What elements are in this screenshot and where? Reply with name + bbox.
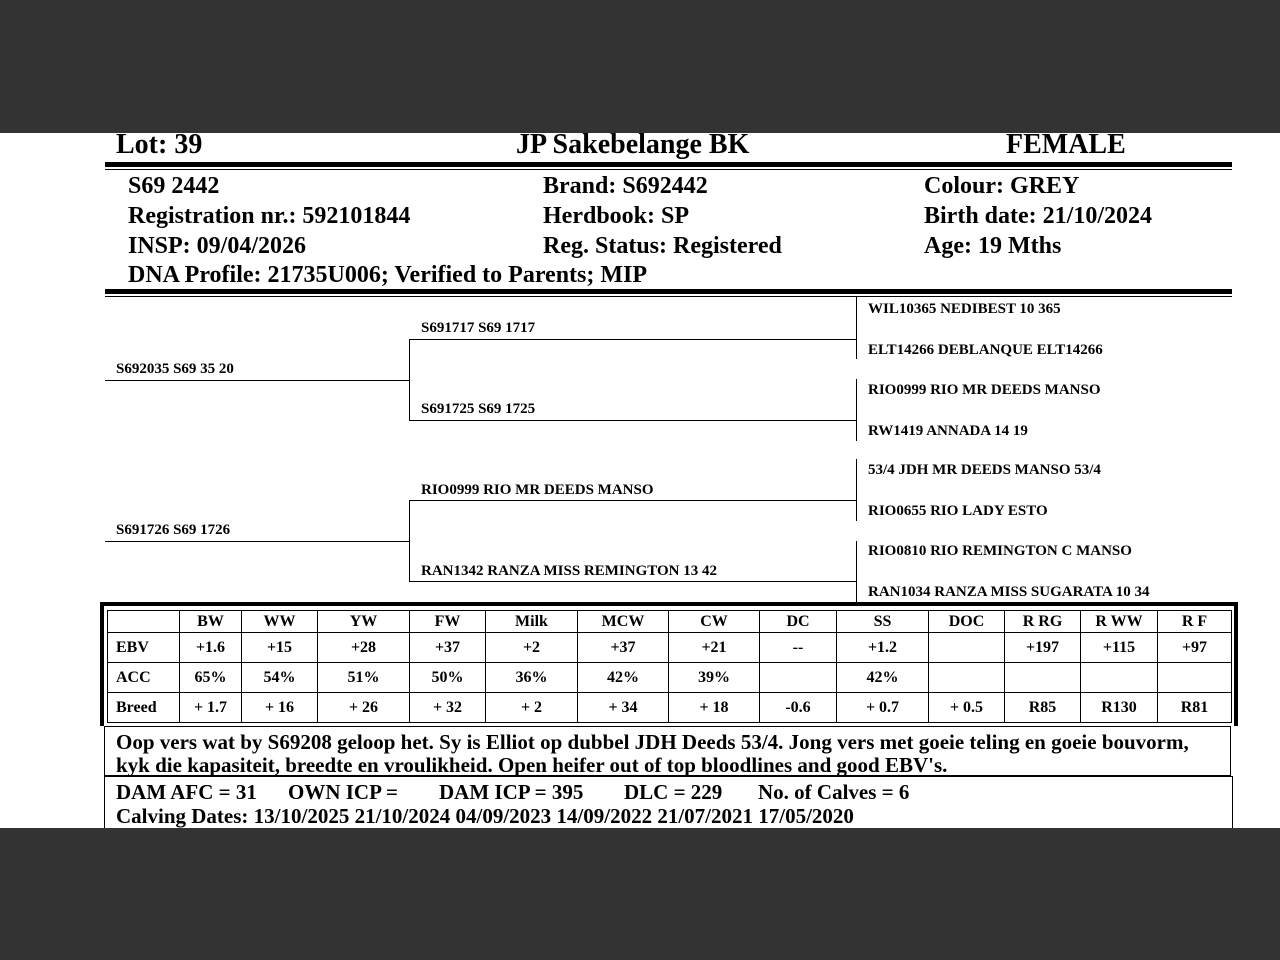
pedigree-ggp: RIO0655 RIO LADY ESTO bbox=[868, 503, 1048, 519]
ebv-row-label: EBV bbox=[108, 633, 180, 663]
acc-cell: 42% bbox=[578, 663, 669, 693]
ebv-cell: +28 bbox=[318, 633, 410, 663]
ebv-header-cell: SS bbox=[837, 611, 929, 633]
breed-cell: + 18 bbox=[669, 693, 760, 723]
ebv-header-row bbox=[108, 611, 1232, 633]
pedigree-dam: S691726 S69 1726 bbox=[116, 522, 231, 538]
breed-cell: R81 bbox=[1158, 693, 1232, 723]
ebv-header-cell: DOC bbox=[929, 611, 1005, 633]
breed-cell: + 26 bbox=[318, 693, 410, 723]
ebv-cell: +97 bbox=[1158, 633, 1232, 663]
ebv-cell: +197 bbox=[1005, 633, 1081, 663]
ebv-header-cell: R RG bbox=[1005, 611, 1081, 633]
birth-date: Birth date: 21/10/2024 bbox=[924, 203, 1152, 229]
brand: Brand: S692442 bbox=[543, 173, 708, 199]
ebv-header-cell: MCW bbox=[578, 611, 669, 633]
calves-count: No. of Calves = 6 bbox=[758, 780, 910, 804]
own-icp: OWN ICP = bbox=[288, 780, 398, 804]
comment-line: Oop vers wat by S69208 geloop het. Sy is Elliot op dubbel JDH Deeds 53/4. Jong vers met goeie teling en goeie bouvorm, bbox=[116, 730, 1189, 754]
comments-box bbox=[104, 726, 1231, 776]
pedigree-ggp: RW1419 ANNADA 14 19 bbox=[868, 423, 1028, 439]
pedigree-line bbox=[409, 500, 856, 501]
pedigree-dam-sire: RIO0999 RIO MR DEEDS MANSO bbox=[421, 482, 654, 498]
ebv-cell: -- bbox=[760, 633, 837, 663]
info-rule-thin bbox=[105, 296, 1232, 297]
acc-cell: 50% bbox=[410, 663, 486, 693]
pedigree-sire-sire: S691717 S69 1717 bbox=[421, 320, 536, 336]
ebv-cell: +15 bbox=[242, 633, 318, 663]
registration-number: Registration nr.: 592101844 bbox=[128, 203, 411, 229]
pedigree-connector bbox=[856, 297, 857, 359]
pedigree-ggp: RAN1034 RANZA MISS SUGARATA 10 34 bbox=[868, 584, 1150, 600]
pedigree-line bbox=[409, 339, 856, 340]
breed-cell: + 0.5 bbox=[929, 693, 1005, 723]
lot-number: Lot: 39 bbox=[116, 129, 203, 160]
acc-cell bbox=[1158, 663, 1232, 693]
calving-dates: Calving Dates: 13/10/2025 21/10/2024 04/09/2023 14/09/2022 21/07/2021 17/05/2020 bbox=[116, 804, 854, 828]
ebv-cell: +1.2 bbox=[837, 633, 929, 663]
pedigree-ggp: RIO0810 RIO REMINGTON C MANSO bbox=[868, 543, 1132, 559]
breed-cell: + 16 bbox=[242, 693, 318, 723]
pedigree-ggp: RIO0999 RIO MR DEEDS MANSO bbox=[868, 382, 1101, 398]
pedigree-sire-dam: S691725 S69 1725 bbox=[421, 401, 536, 417]
ebv-header-cell: DC bbox=[760, 611, 837, 633]
pedigree-ggp: WIL10365 NEDIBEST 10 365 bbox=[868, 301, 1061, 317]
ebv-header-cell: BW bbox=[180, 611, 242, 633]
comment-line: kyk die kapasiteit, breedte en vroulikheid. Open heifer out of top bloodlines and good EBV's. bbox=[116, 753, 948, 777]
acc-cell bbox=[929, 663, 1005, 693]
ebv-table bbox=[107, 610, 1232, 723]
colour: Colour: GREY bbox=[924, 173, 1080, 199]
header-rule-thin bbox=[105, 169, 1232, 170]
breed-cell: -0.6 bbox=[760, 693, 837, 723]
ebv-header-cell: R F bbox=[1158, 611, 1232, 633]
breed-cell: + 34 bbox=[578, 693, 669, 723]
ebv-row bbox=[108, 633, 1232, 663]
breeder-name: JP Sakebelange BK bbox=[516, 129, 750, 160]
acc-cell: 39% bbox=[669, 663, 760, 693]
breed-cell: + 2 bbox=[486, 693, 578, 723]
acc-cell bbox=[1081, 663, 1158, 693]
ebv-cell: +2 bbox=[486, 633, 578, 663]
pedigree-line bbox=[409, 420, 856, 421]
herdbook: Herdbook: SP bbox=[543, 203, 690, 229]
lot-sheet bbox=[0, 129, 1280, 828]
pedigree-ggp: 53/4 JDH MR DEEDS MANSO 53/4 bbox=[868, 462, 1101, 478]
acc-cell: 42% bbox=[837, 663, 929, 693]
breed-cell: + 32 bbox=[410, 693, 486, 723]
ebv-cell: +37 bbox=[578, 633, 669, 663]
pedigree-dam-dam: RAN1342 RANZA MISS REMINGTON 13 42 bbox=[421, 563, 718, 579]
sex-label: FEMALE bbox=[1006, 129, 1126, 160]
pedigree-connector bbox=[856, 459, 857, 521]
ebv-header-cell: WW bbox=[242, 611, 318, 633]
pedigree-line bbox=[409, 581, 856, 582]
acc-cell: 51% bbox=[318, 663, 410, 693]
breed-cell: R130 bbox=[1081, 693, 1158, 723]
pedigree-sire: S692035 S69 35 20 bbox=[116, 361, 234, 377]
breed-cell: + 1.7 bbox=[180, 693, 242, 723]
dam-afc: DAM AFC = 31 bbox=[116, 780, 257, 804]
pedigree-connector bbox=[856, 541, 857, 603]
breed-cell: R85 bbox=[1005, 693, 1081, 723]
ebv-header-cell: YW bbox=[318, 611, 410, 633]
dam-icp: DAM ICP = 395 bbox=[439, 780, 584, 804]
breed-row bbox=[108, 693, 1232, 723]
ebv-cell: +1.6 bbox=[180, 633, 242, 663]
acc-cell: 54% bbox=[242, 663, 318, 693]
dlc: DLC = 229 bbox=[624, 780, 723, 804]
ebv-cell: +21 bbox=[669, 633, 760, 663]
pedigree-connector bbox=[409, 500, 410, 582]
ebv-cell: +115 bbox=[1081, 633, 1158, 663]
ebv-header-cell: Milk bbox=[486, 611, 578, 633]
pedigree-ggp: ELT14266 DEBLANQUE ELT14266 bbox=[868, 342, 1103, 358]
acc-cell bbox=[1005, 663, 1081, 693]
dam-stats-box bbox=[104, 776, 1233, 828]
acc-cell: 36% bbox=[486, 663, 578, 693]
ebv-header-cell: R WW bbox=[1081, 611, 1158, 633]
registration-status: Reg. Status: Registered bbox=[543, 233, 782, 259]
animal-id: S69 2442 bbox=[128, 173, 220, 199]
acc-row bbox=[108, 663, 1232, 693]
header-rule bbox=[105, 162, 1232, 167]
pedigree-connector bbox=[409, 339, 410, 421]
ebv-row-label: ACC bbox=[108, 663, 180, 693]
ebv-header-cell: CW bbox=[669, 611, 760, 633]
pedigree-line bbox=[105, 380, 409, 381]
pedigree-line bbox=[105, 541, 409, 542]
ebv-cell bbox=[929, 633, 1005, 663]
acc-cell bbox=[760, 663, 837, 693]
ebv-header-cell bbox=[108, 611, 180, 633]
ebv-cell: +37 bbox=[410, 633, 486, 663]
info-rule bbox=[105, 289, 1232, 294]
pedigree-connector bbox=[856, 379, 857, 441]
dna-profile: DNA Profile: 21735U006; Verified to Parents; MIP bbox=[128, 262, 648, 288]
age: Age: 19 Mths bbox=[924, 233, 1062, 259]
acc-cell: 65% bbox=[180, 663, 242, 693]
ebv-row-label: Breed bbox=[108, 693, 180, 723]
ebv-header-cell: FW bbox=[410, 611, 486, 633]
inspection-date: INSP: 09/04/2026 bbox=[128, 233, 307, 259]
breed-cell: + 0.7 bbox=[837, 693, 929, 723]
